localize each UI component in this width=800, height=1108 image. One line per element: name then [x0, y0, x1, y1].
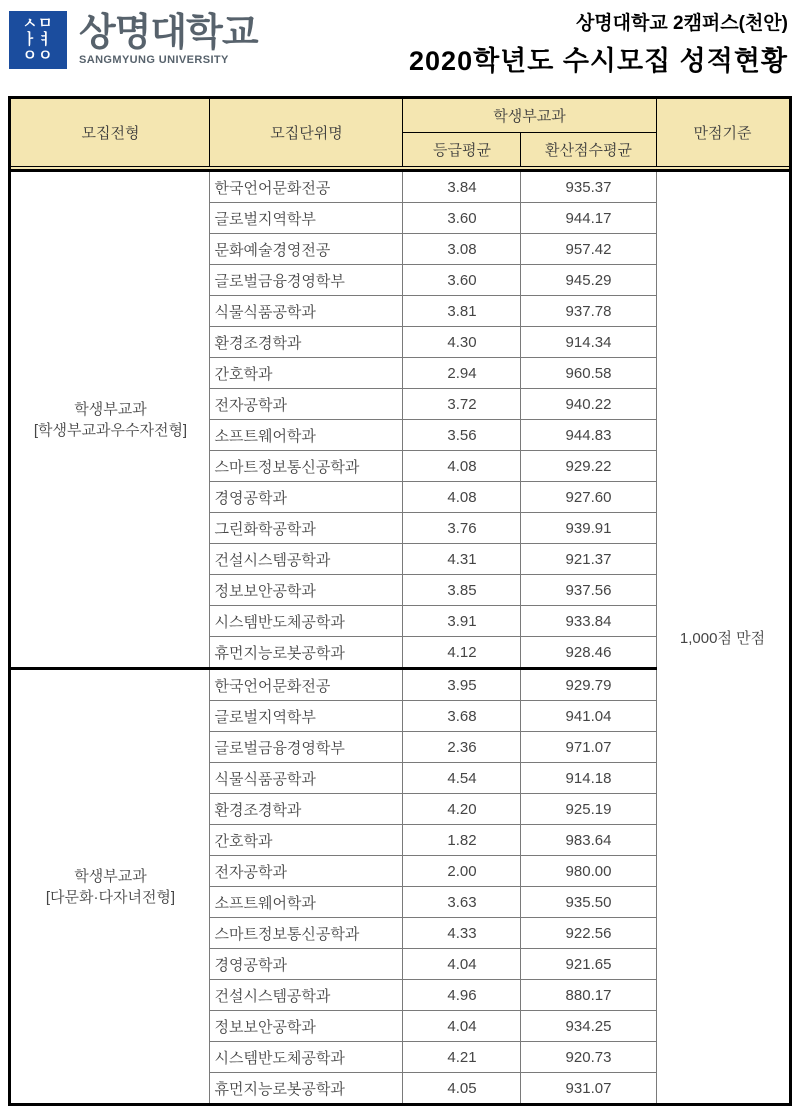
- unit-name-cell: 글로벌금융경영학부: [210, 732, 403, 763]
- grade-avg-cell: 3.68: [403, 701, 521, 732]
- converted-avg-cell: 944.17: [521, 203, 656, 234]
- grade-avg-cell: 4.04: [403, 949, 521, 980]
- admission-type-cell: 학생부교과 [학생부교과우수자전형]: [10, 171, 210, 669]
- table-row: [10, 171, 790, 203]
- column-header-max-score: 만점기준: [656, 98, 790, 167]
- score-table: [8, 96, 791, 1106]
- campus-subtitle: 상명대학교 2캠퍼스(천안): [575, 13, 788, 34]
- score-table-header: [10, 98, 790, 167]
- grade-avg-cell: 3.72: [403, 389, 521, 420]
- converted-avg-cell: 980.00: [521, 856, 656, 887]
- grade-avg-cell: 4.33: [403, 918, 521, 949]
- grade-avg-cell: 3.63: [403, 887, 521, 918]
- unit-name-cell: 식물식품공학과: [210, 763, 403, 794]
- converted-avg-cell: 937.56: [521, 575, 656, 606]
- converted-avg-cell: 925.19: [521, 794, 656, 825]
- unit-name-cell: 휴먼지능로봇공학과: [210, 637, 403, 669]
- converted-avg-cell: 940.22: [521, 389, 656, 420]
- unit-name-cell: 글로벌지역학부: [210, 203, 403, 234]
- unit-name-cell: 그린화학공학과: [210, 513, 403, 544]
- unit-name-cell: 소프트웨어학과: [210, 420, 403, 451]
- max-score-cell: 1,000점 만점: [656, 171, 790, 1105]
- logo-symbol-row: ㅅㅁ: [22, 15, 54, 32]
- converted-avg-cell: 937.78: [521, 296, 656, 327]
- converted-avg-cell: 914.34: [521, 327, 656, 358]
- converted-avg-cell: 920.73: [521, 1042, 656, 1073]
- grade-avg-cell: 4.30: [403, 327, 521, 358]
- grade-avg-cell: 4.54: [403, 763, 521, 794]
- grade-avg-cell: 3.76: [403, 513, 521, 544]
- page-title: 2020학년도 수시모집 성적현황: [409, 46, 788, 76]
- unit-name-cell: 간호학과: [210, 358, 403, 389]
- university-name-korean: 상명대학교: [79, 12, 258, 54]
- column-header-record-group: 학생부교과: [403, 98, 656, 133]
- university-name-english: SANGMYUNG UNIVERSITY: [79, 54, 229, 66]
- unit-name-cell: 스마트정보통신공학과: [210, 918, 403, 949]
- unit-name-cell: 환경조경학과: [210, 794, 403, 825]
- column-header-grade-avg: 등급평균: [403, 133, 521, 167]
- converted-avg-cell: 933.84: [521, 606, 656, 637]
- unit-name-cell: 스마트정보통신공학과: [210, 451, 403, 482]
- unit-name-cell: 전자공학과: [210, 389, 403, 420]
- grade-avg-cell: 3.84: [403, 171, 521, 203]
- converted-avg-cell: 880.17: [521, 980, 656, 1011]
- unit-name-cell: 경영공학과: [210, 482, 403, 513]
- grade-avg-cell: 3.60: [403, 265, 521, 296]
- converted-avg-cell: 927.60: [521, 482, 656, 513]
- converted-avg-cell: 921.65: [521, 949, 656, 980]
- grade-avg-cell: 4.96: [403, 980, 521, 1011]
- grade-avg-cell: 2.00: [403, 856, 521, 887]
- converted-avg-cell: 931.07: [521, 1073, 656, 1105]
- unit-name-cell: 건설시스템공학과: [210, 980, 403, 1011]
- grade-avg-cell: 4.08: [403, 451, 521, 482]
- unit-name-cell: 한국언어문화전공: [210, 669, 403, 701]
- unit-name-cell: 글로벌지역학부: [210, 701, 403, 732]
- unit-name-cell: 정보보안공학과: [210, 1011, 403, 1042]
- logo-symbol-row: ㅇㅇ: [22, 47, 54, 64]
- unit-name-cell: 환경조경학과: [210, 327, 403, 358]
- admission-type-cell: 학생부교과 [다문화·다자녀전형]: [10, 669, 210, 1105]
- converted-avg-cell: 929.22: [521, 451, 656, 482]
- logo-symbol-row: ㅏㅕ: [22, 31, 54, 48]
- grade-avg-cell: 3.60: [403, 203, 521, 234]
- column-header-admission-type: 모집전형: [10, 98, 210, 167]
- grade-avg-cell: 4.08: [403, 482, 521, 513]
- converted-avg-cell: 960.58: [521, 358, 656, 389]
- converted-avg-cell: 921.37: [521, 544, 656, 575]
- unit-name-cell: 정보보안공학과: [210, 575, 403, 606]
- unit-name-cell: 글로벌금융경영학부: [210, 265, 403, 296]
- grade-avg-cell: 4.12: [403, 637, 521, 669]
- converted-avg-cell: 928.46: [521, 637, 656, 669]
- university-logo: [9, 11, 258, 69]
- unit-name-cell: 건설시스템공학과: [210, 544, 403, 575]
- converted-avg-cell: 929.79: [521, 669, 656, 701]
- converted-avg-cell: 957.42: [521, 234, 656, 265]
- grade-avg-cell: 4.20: [403, 794, 521, 825]
- column-header-unit-name: 모집단위명: [210, 98, 403, 167]
- unit-name-cell: 전자공학과: [210, 856, 403, 887]
- converted-avg-cell: 935.50: [521, 887, 656, 918]
- converted-avg-cell: 939.91: [521, 513, 656, 544]
- column-header-converted-avg: 환산점수평균: [521, 133, 656, 167]
- converted-avg-cell: 914.18: [521, 763, 656, 794]
- university-wordmark: [79, 11, 258, 66]
- converted-avg-cell: 922.56: [521, 918, 656, 949]
- grade-avg-cell: 4.04: [403, 1011, 521, 1042]
- unit-name-cell: 간호학과: [210, 825, 403, 856]
- university-logo-icon: [9, 11, 67, 69]
- converted-avg-cell: 934.25: [521, 1011, 656, 1042]
- converted-avg-cell: 935.37: [521, 171, 656, 203]
- document-titles: [409, 8, 788, 78]
- unit-name-cell: 식물식품공학과: [210, 296, 403, 327]
- grade-avg-cell: 3.91: [403, 606, 521, 637]
- grade-avg-cell: 3.56: [403, 420, 521, 451]
- unit-name-cell: 한국언어문화전공: [210, 171, 403, 203]
- converted-avg-cell: 944.83: [521, 420, 656, 451]
- score-table-body: [10, 167, 790, 1105]
- unit-name-cell: 시스템반도체공학과: [210, 606, 403, 637]
- grade-avg-cell: 1.82: [403, 825, 521, 856]
- grade-avg-cell: 3.08: [403, 234, 521, 265]
- grade-avg-cell: 3.81: [403, 296, 521, 327]
- grade-avg-cell: 2.36: [403, 732, 521, 763]
- unit-name-cell: 경영공학과: [210, 949, 403, 980]
- grade-avg-cell: 3.95: [403, 669, 521, 701]
- unit-name-cell: 문화예술경영전공: [210, 234, 403, 265]
- unit-name-cell: 휴먼지능로봇공학과: [210, 1073, 403, 1105]
- page-banner: [0, 0, 800, 96]
- converted-avg-cell: 983.64: [521, 825, 656, 856]
- grade-avg-cell: 2.94: [403, 358, 521, 389]
- grade-avg-cell: 4.05: [403, 1073, 521, 1105]
- converted-avg-cell: 971.07: [521, 732, 656, 763]
- converted-avg-cell: 945.29: [521, 265, 656, 296]
- unit-name-cell: 소프트웨어학과: [210, 887, 403, 918]
- grade-avg-cell: 4.31: [403, 544, 521, 575]
- unit-name-cell: 시스템반도체공학과: [210, 1042, 403, 1073]
- converted-avg-cell: 941.04: [521, 701, 656, 732]
- grade-avg-cell: 4.21: [403, 1042, 521, 1073]
- grade-avg-cell: 3.85: [403, 575, 521, 606]
